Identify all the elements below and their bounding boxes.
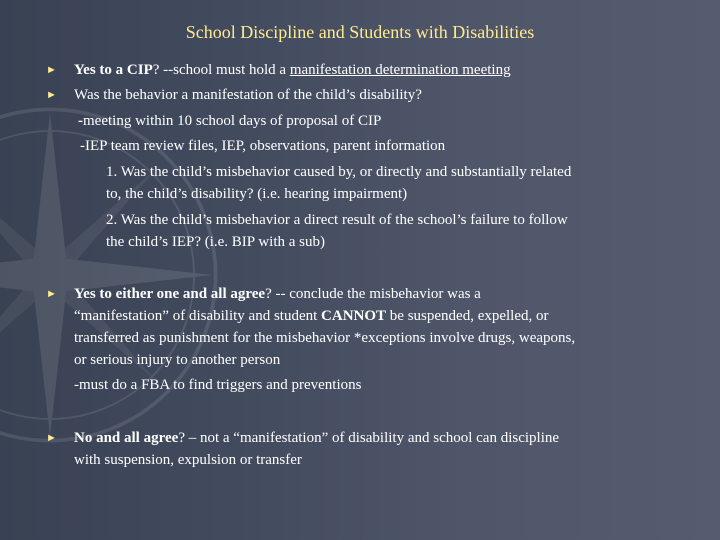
- bullet-1-underlined: manifestation determination meeting: [289, 62, 511, 78]
- bullet-3-line-3: transferred as punishment for the misbehavior *exceptions involve drugs, weapons,: [74, 330, 576, 346]
- sub-item-meeting: [78, 110, 381, 132]
- question-2-line-2: the child’s IEP? (i.e. BIP with a sub): [106, 234, 325, 250]
- sub-item-fba: -must do a FBA to find triggers and preventions: [74, 377, 362, 393]
- slide-title: School Discipline and Students with Disabilities: [185, 22, 535, 42]
- question-2-line-1: 2. Was the child’s misbehavior a direct result of the school’s failure to follow: [106, 212, 568, 228]
- bullet-4-bold: No and all agree: [74, 430, 179, 446]
- sub-item-iep-review: -IEP team review files, IEP, observations, parent information: [80, 138, 446, 154]
- sub-item-meeting-text: meeting within 10 school days of proposal of CIP: [83, 113, 382, 129]
- bullet-2: Was the behavior a manifestation of the child’s disability?: [74, 87, 422, 103]
- bullet-1-text: ? --school must hold a: [152, 62, 290, 78]
- bullet-4-text-1: ? – not a “manifestation” of disability and school can discipline: [178, 430, 560, 446]
- sub-item-meeting-dash: -: [78, 113, 83, 129]
- bullet-3-cannot: CANNOT: [321, 308, 387, 324]
- bullet-3-text-1: ? -- conclude the misbehavior was a: [265, 286, 481, 302]
- bullet-3-line-2: [74, 305, 549, 327]
- bullet-1: [74, 59, 511, 81]
- question-1-line-2: to, the child’s disability? (i.e. hearing impairment): [106, 186, 408, 202]
- bullet-3-line-4: or serious injury to another person: [74, 352, 281, 368]
- bullet-1-bold: Yes to a CIP: [74, 62, 153, 78]
- bullet-4-line-1: [74, 427, 559, 449]
- bullet-4-line-2: with suspension, expulsion or transfer: [74, 452, 302, 468]
- bullet-arrow-icon: ►: [46, 432, 57, 444]
- bullet-arrow-icon: ►: [46, 64, 57, 76]
- bullet-3-line-1: [74, 283, 481, 305]
- bullet-arrow-icon: ►: [46, 89, 57, 101]
- bullet-3-text-2a: “manifestation” of disability and student: [74, 308, 322, 324]
- bullet-3-text-2b: be suspended, expelled, or: [386, 308, 549, 324]
- bullet-arrow-icon: ►: [46, 288, 57, 300]
- question-1-line-1: 1. Was the child’s misbehavior caused by, or directly and substantially related: [106, 164, 572, 180]
- bullet-3-bold: Yes to either one and all agree: [74, 286, 266, 302]
